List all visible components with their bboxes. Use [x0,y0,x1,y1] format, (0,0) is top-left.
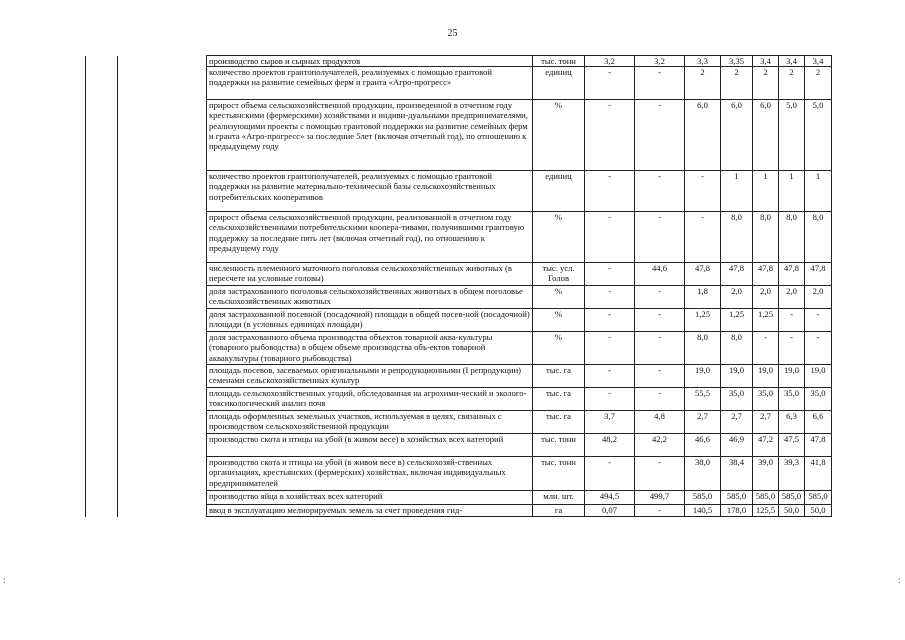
empty-cell [86,491,118,505]
unit-cell: тыс. тонн [533,457,585,491]
empty-cell [118,286,207,309]
value-cell: 1,8 [685,286,721,309]
value-cell: 55,5 [685,388,721,411]
value-cell: - [685,212,721,263]
value-cell: 3,3 [685,56,721,67]
value-cell: 35,0 [805,388,832,411]
value-cell: 50,0 [805,505,832,517]
table-row [86,434,832,457]
value-cell: 47,8 [805,263,832,286]
indicators-table [85,55,832,517]
value-cell: 494,5 [585,491,635,505]
value-cell: 8,0 [685,332,721,365]
value-cell: 19,0 [753,365,779,388]
value-cell: 19,0 [721,365,753,388]
empty-cell [86,171,118,212]
indicator-description: производство скота и птицы на убой (в живом весе в) сельскохозяй-ственных организациях, крестьянских (фермерских) хозяйствах, включая индивидуальных предпринимателей [207,457,533,491]
value-cell: 47,8 [753,263,779,286]
value-cell: - [585,212,635,263]
unit-cell: единиц [533,171,585,212]
empty-cell [86,309,118,332]
value-cell: 50,0 [779,505,805,517]
unit-cell: тыс. га [533,388,585,411]
value-cell: 46,9 [721,434,753,457]
indicator-description: ввод в эксплуатацию мелиорируемых земель за счет проведения гид- [207,505,533,517]
value-cell: - [753,332,779,365]
value-cell: - [805,309,832,332]
value-cell: - [585,365,635,388]
empty-cell [86,332,118,365]
value-cell: 3,4 [753,56,779,67]
table-row [86,309,832,332]
value-cell: 4,8 [635,411,685,434]
empty-cell [118,411,207,434]
table-row [86,457,832,491]
value-cell: 47,8 [721,263,753,286]
empty-cell [118,457,207,491]
value-cell: 38,4 [721,457,753,491]
indicator-description: площадь сельскохозяйственных угодий, обследованная на агрохими-ческий и эколого-токсикологический анализ почв [207,388,533,411]
value-cell: 2 [805,67,832,100]
empty-cell [118,56,207,67]
table-row [86,286,832,309]
value-cell: 19,0 [685,365,721,388]
value-cell: - [635,171,685,212]
indicator-description: доля застрахованной посевной (посадочной) площади в общей посев-ной (посадочной) площади (в условных единицах площади) [207,309,533,332]
value-cell: 35,0 [721,388,753,411]
indicator-description: количество проектов грантополучателей, реализуемых с помощью грантовой поддержки на развитие семейных ферм и гранта «Агро-прогресс» [207,67,533,100]
value-cell: - [635,286,685,309]
value-cell: - [805,332,832,365]
value-cell: 5,0 [779,100,805,171]
empty-cell [118,332,207,365]
value-cell: 1 [779,171,805,212]
unit-cell: % [533,212,585,263]
value-cell: 35,0 [753,388,779,411]
indicator-description: численность племенного маточного поголовья сельскохозяйственных животных (в пересчете на условные головы) [207,263,533,286]
table-row [86,332,832,365]
value-cell: 499,7 [635,491,685,505]
table-row [86,491,832,505]
value-cell: 1,25 [721,309,753,332]
value-cell: 47,5 [779,434,805,457]
indicator-description: производство яйца в хозяйствах всех категорий [207,491,533,505]
value-cell: - [585,457,635,491]
empty-cell [86,263,118,286]
value-cell: - [585,286,635,309]
value-cell: 8,0 [721,332,753,365]
value-cell: 6,0 [685,100,721,171]
table-row [86,100,832,171]
value-cell: - [635,388,685,411]
value-cell: 1 [805,171,832,212]
indicator-description: доля застрахованного поголовья сельскохозяйственных животных в общем поголовье сельскохозяйственных животных [207,286,533,309]
value-cell: 585,0 [753,491,779,505]
empty-cell [86,67,118,100]
value-cell: - [635,505,685,517]
empty-cell [86,286,118,309]
empty-cell [118,491,207,505]
empty-cell [118,171,207,212]
value-cell: 6,6 [805,411,832,434]
value-cell: - [635,309,685,332]
indicators-table-container [85,55,832,517]
value-cell: 41,8 [805,457,832,491]
value-cell: 178,0 [721,505,753,517]
value-cell: 8,0 [805,212,832,263]
indicator-description: площадь оформленных земельных участков, используемая в целях, связанных с производством сельскохозяйственной продукции [207,411,533,434]
value-cell: 6,3 [779,411,805,434]
table-row [86,171,832,212]
value-cell: 3,7 [585,411,635,434]
value-cell: 42,2 [635,434,685,457]
empty-cell [86,457,118,491]
value-cell: 8,0 [753,212,779,263]
unit-cell: тыс. га [533,411,585,434]
page-number: 25 [447,28,458,39]
value-cell: 2,7 [721,411,753,434]
value-cell: 39,0 [753,457,779,491]
value-cell: 2 [779,67,805,100]
value-cell: - [779,332,805,365]
empty-cell [86,388,118,411]
value-cell: 2 [721,67,753,100]
table-row [86,56,832,67]
value-cell: 8,0 [779,212,805,263]
empty-cell [86,365,118,388]
empty-cell [118,309,207,332]
value-cell: 2,0 [721,286,753,309]
empty-cell [118,388,207,411]
value-cell: - [585,100,635,171]
table-row [86,67,832,100]
value-cell: 1 [721,171,753,212]
unit-cell: тыс. тонн [533,434,585,457]
value-cell: 1 [753,171,779,212]
value-cell: 2,0 [805,286,832,309]
unit-cell: % [533,332,585,365]
right-edge-mark: : [898,575,901,585]
value-cell: - [635,100,685,171]
value-cell: - [685,171,721,212]
unit-cell: тыс. га [533,365,585,388]
value-cell: 125,5 [753,505,779,517]
empty-cell [118,434,207,457]
value-cell: - [635,457,685,491]
value-cell: 3,2 [635,56,685,67]
left-edge-mark: : [3,575,6,585]
indicator-description: доля застрахованного объема производства объектов товарной аква-культуры (товарного рыбоводства) в общем объеме производства объ-ектов товарной аквакультуры (товарного рыбоводства) [207,332,533,365]
indicator-description: прирост объема сельскохозяйственной продукции, реализованной в отчетном году сельскохозяйственными потребительскими коопера-тивами, получившими грантовую поддержку за последние пять лет (включая отчетный год), по отношению к предыдущему году [207,212,533,263]
value-cell: - [585,67,635,100]
empty-cell [118,505,207,517]
value-cell: 2,0 [779,286,805,309]
value-cell: 47,8 [779,263,805,286]
value-cell: 2 [685,67,721,100]
value-cell: - [585,171,635,212]
value-cell: 3,35 [721,56,753,67]
unit-cell: единиц [533,67,585,100]
indicator-description: площадь посевов, засеваемых оригинальными и репродукционными (I репродукции) семенами сельскохозяйственных культур [207,365,533,388]
table-body [86,56,832,517]
table-row [86,411,832,434]
empty-cell [86,56,118,67]
unit-cell: % [533,309,585,332]
value-cell: 1,25 [685,309,721,332]
value-cell: 38,0 [685,457,721,491]
value-cell: 19,0 [805,365,832,388]
value-cell: 35,0 [779,388,805,411]
value-cell: - [635,332,685,365]
empty-cell [118,365,207,388]
value-cell: 6,0 [721,100,753,171]
value-cell: 1,25 [753,309,779,332]
value-cell: 47,8 [685,263,721,286]
value-cell: 140,5 [685,505,721,517]
value-cell: 46,6 [685,434,721,457]
value-cell: 19,0 [779,365,805,388]
value-cell: 5,0 [805,100,832,171]
value-cell: 2,7 [753,411,779,434]
table-row [86,388,832,411]
empty-cell [86,100,118,171]
value-cell: 47,8 [805,434,832,457]
indicator-description: производство сыров и сырных продуктов [207,56,533,67]
value-cell: - [779,309,805,332]
table-row [86,263,832,286]
value-cell: 0,07 [585,505,635,517]
value-cell: - [635,212,685,263]
value-cell: 39,3 [779,457,805,491]
value-cell: 44,6 [635,263,685,286]
value-cell: 47,2 [753,434,779,457]
indicator-description: прирост объема сельскохозяйственной продукции, произведенной в отчетном году крестьянскими (фермерскими) хозяйствами и индиви-дуальными предпринимателями, реализующими проекты с помощью грантовой поддержки на развитие семейных ферм и гранта «Агро-прогресс» за последние 5лет (включая отчетный год), по отношению к предыдущему году [207,100,533,171]
value-cell: - [585,263,635,286]
value-cell: 3,2 [585,56,635,67]
unit-cell: % [533,100,585,171]
empty-cell [118,212,207,263]
value-cell: - [585,332,635,365]
value-cell: 2,7 [685,411,721,434]
unit-cell: тыс. усл. Голов [533,263,585,286]
unit-cell: га [533,505,585,517]
value-cell: 2 [753,67,779,100]
value-cell: 3,4 [805,56,832,67]
value-cell: 585,0 [779,491,805,505]
value-cell: 585,0 [805,491,832,505]
empty-cell [118,67,207,100]
table-row [86,505,832,517]
value-cell: 6,0 [753,100,779,171]
value-cell: 585,0 [721,491,753,505]
empty-cell [86,505,118,517]
value-cell: 2,0 [753,286,779,309]
empty-cell [86,411,118,434]
empty-cell [86,212,118,263]
table-row [86,365,832,388]
indicator-description: количество проектов грантополучателей, реализуемых с помощью грантовой поддержки на развитие материально-технической базы сельскохозяйственных потребительских кооперативов [207,171,533,212]
value-cell: - [585,309,635,332]
table-row [86,212,832,263]
indicator-description: производство скота и птицы на убой (в живом весе) в хозяйствах всех категорий [207,434,533,457]
value-cell: 3,4 [779,56,805,67]
value-cell: - [585,388,635,411]
value-cell: - [635,365,685,388]
unit-cell: % [533,286,585,309]
empty-cell [86,434,118,457]
value-cell: - [635,67,685,100]
unit-cell: млн. шт. [533,491,585,505]
unit-cell: тыс. тонн [533,56,585,67]
empty-cell [118,263,207,286]
empty-cell [118,100,207,171]
value-cell: 585,0 [685,491,721,505]
value-cell: 8,0 [721,212,753,263]
value-cell: 48,2 [585,434,635,457]
